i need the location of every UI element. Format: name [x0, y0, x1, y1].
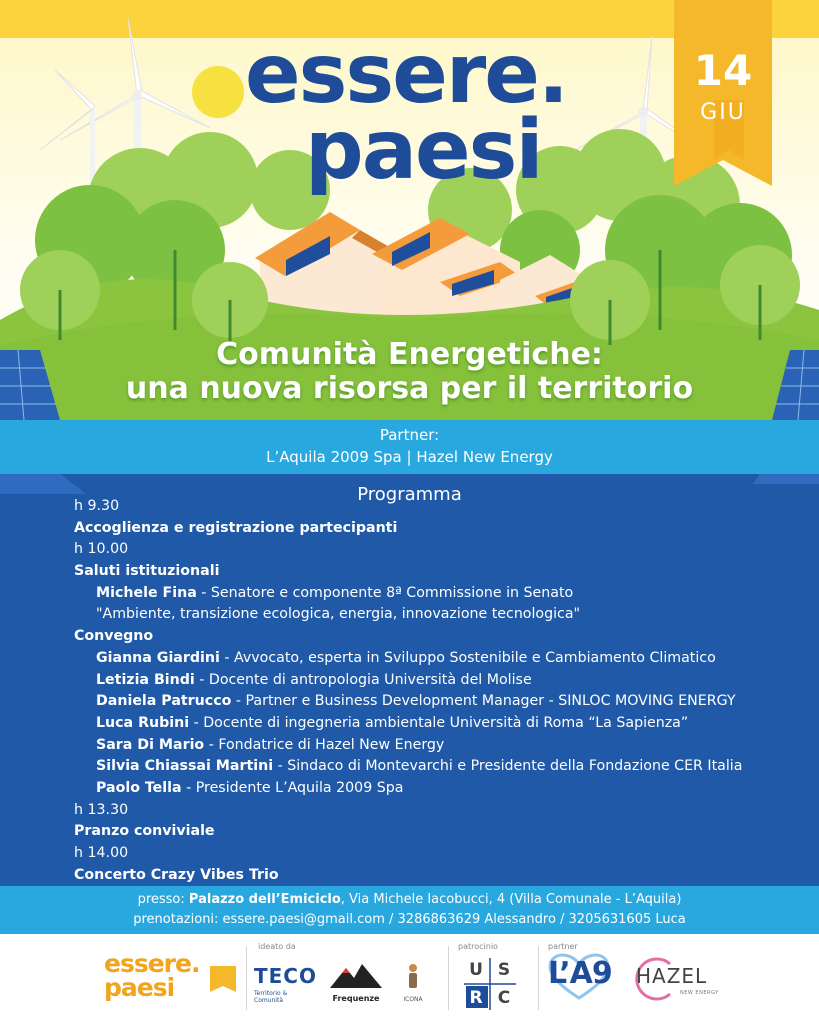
caption-ideato-da: ideato da [258, 942, 296, 951]
hero-illustration [0, 0, 819, 420]
footer-divider [538, 946, 539, 1010]
footer-divider [448, 946, 449, 1010]
teco-subtitle: Territorio & Comunità [254, 990, 288, 1004]
logo-line1: essere [245, 27, 538, 122]
speaker-role: - Fondatrice di Hazel New Energy [204, 736, 445, 753]
program-item: Convegno [74, 628, 154, 645]
program-list [74, 496, 794, 886]
program-time: h 9.30 [74, 498, 120, 514]
program-section [0, 474, 819, 886]
headline-line1: Comunità Energetiche: [216, 337, 603, 372]
speaker-name: Gianna Giardini [96, 649, 220, 666]
footer-logo-line2: paesi [104, 972, 175, 1002]
event-headline [0, 338, 819, 405]
partner-band [0, 420, 819, 474]
partner-names: L’Aquila 2009 Spa | Hazel New Energy [266, 448, 553, 466]
usrc-letter-u: U [469, 960, 483, 980]
speaker-row [74, 648, 794, 670]
essere-paesi-logo [245, 27, 568, 198]
speaker-role: - Presidente L’Aquila 2009 Spa [181, 779, 404, 796]
program-item: Saluti istituzionali [74, 563, 220, 580]
sun-icon [192, 66, 244, 118]
caption-partner: partner [548, 942, 578, 951]
icona-figure-icon [398, 962, 428, 990]
speaker-name: Sara Di Mario [96, 736, 205, 753]
caption-patrocinio: patrocinio [458, 942, 498, 951]
hazel-text: HAZEL [636, 964, 708, 988]
speaker-row [74, 756, 794, 778]
speaker-name: Paolo Tella [96, 779, 182, 796]
icona-text: ICONA [403, 996, 423, 1003]
speaker-role: - Partner e Business Development Manager - SINLOC MOVING ENERGY [231, 693, 736, 710]
usrc-letter-r: R [469, 988, 483, 1008]
event-date-day: 14 [693, 46, 753, 95]
venue-place: Palazzo dell’Emiciclo [188, 892, 341, 907]
logo-dot: . [537, 27, 568, 122]
speaker-row [74, 713, 794, 735]
logo-line2: paesi [305, 103, 542, 198]
speaker-row [74, 778, 794, 800]
speaker-row [74, 735, 794, 757]
program-time: h 10.00 [74, 541, 129, 558]
venue-prefix: presso: [137, 892, 189, 907]
headline-line2: una nuova risorsa per il territorio [125, 370, 694, 406]
speaker-role: - Sindaco di Montevarchi e Presidente della Fondazione CER Italia [273, 758, 743, 775]
la9-logo-text: L’A9 [548, 956, 612, 991]
speaker-row [74, 583, 794, 605]
icona-logo [398, 962, 428, 1003]
usrc-letter-s: S [497, 960, 511, 980]
venue-address: , Via Michele Iacobucci, 4 (Villa Comunale - L’Aquila) [340, 892, 682, 907]
footer-logo-tag-icon [206, 962, 240, 996]
frequenze-logo [328, 962, 384, 1003]
speaker-name: Michele Fina [96, 584, 197, 601]
speaker-name: Luca Rubini [96, 714, 190, 731]
hazel-logo [636, 964, 719, 996]
speaker-name: Letizia Bindi [96, 671, 195, 688]
speaker-name: Daniela Patrucco [96, 693, 232, 710]
speaker-role: - Senatore e componente 8ª Commissione in Senato [196, 584, 574, 601]
speaker-name: Silvia Chiassai Martini [96, 758, 274, 775]
program-item: Concerto Crazy Vibes Trio [74, 866, 279, 883]
venue-band [0, 886, 819, 934]
usrc-letter-c: C [497, 988, 511, 1008]
program-time: h 13.30 [74, 801, 129, 818]
sponsors-footer [0, 934, 819, 1024]
speaker-row [74, 691, 794, 713]
hazel-subtitle: NEW ENERGY [680, 990, 719, 996]
teco-logo [254, 964, 317, 1004]
speaker-role: - Docente di antropologia Università del Molise [194, 671, 532, 688]
footer-essere-paesi-logo [104, 949, 200, 1002]
teco-text: TECO [254, 964, 317, 988]
program-note: "Ambiente, transizione ecologica, energia, innovazione tecnologica" [96, 606, 581, 623]
usrc-logo [462, 956, 518, 1012]
frequenze-text: Frequenze [332, 994, 380, 1003]
venue-line [0, 892, 819, 907]
event-date-month: GIU [700, 100, 746, 125]
speaker-row [74, 670, 794, 692]
booking-line: prenotazioni: essere.paesi@gmail.com / 3286863629 Alessandro / 3205631605 Luca [133, 912, 686, 927]
footer-divider [246, 946, 247, 1010]
partner-label: Partner: [379, 426, 440, 444]
mountain-icon [328, 962, 384, 988]
speaker-role: - Avvocato, esperta in Sviluppo Sostenibile e Cambiamento Climatico [219, 649, 716, 666]
footer-logo-line1: essere. [104, 949, 200, 978]
program-title: Programma [357, 484, 462, 505]
program-item: Pranzo conviviale [74, 823, 215, 840]
speaker-role: - Docente di ingegneria ambientale Università di Roma “La Sapienza” [189, 714, 689, 731]
program-time: h 14.00 [74, 845, 129, 861]
program-item: Accoglienza e registrazione partecipanti [74, 519, 398, 536]
